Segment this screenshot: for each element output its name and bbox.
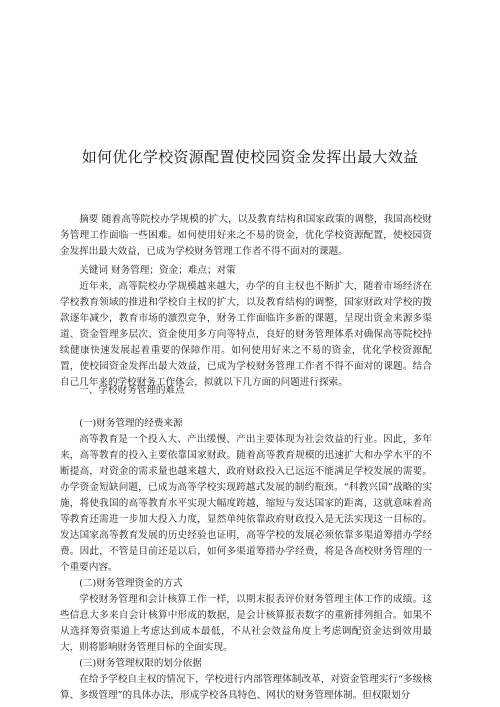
subsection-heading-1: (一)财务管理的经费来源 (79, 418, 183, 429)
keywords-line: 关键词 财务管理；资金；难点；对策 (79, 265, 236, 276)
subsection-heading-2: (二)财务管理资金的方式 (79, 578, 183, 589)
section-body (60, 416, 432, 704)
section-heading: 一、学校财务管理的难点 (79, 385, 185, 396)
subsection-text-3: 在给予学校自主权的情况下，学校进行内部管理体制改革，对资金管理实行“多级核算、多级管理”的具体办法，形成学校各具特色、网状的财务管理体制。但权限划分 (60, 674, 432, 701)
document-title: 如何优化学校资源配置使校园资金发挥出最大效益 (81, 148, 419, 166)
subsection-heading-3: (三)财务管理权限的划分依据 (79, 658, 202, 669)
subsection-text-1: 高等教育是一个投入大、产出缓慢、产出主要体现为社会效益的行业。因此，多年来，高等教育的投入主要依靠国家财政。随着高等教育规模的迅速扩大和办学水平的不断提高，对资金的需求量也越来越大，政府财政投入已远远不能满足学校发展的需要。办学资金短缺问题，已成为高等学校实现跨越式发展的制约瓶颈。“科教兴国”战略的实施，将使我国的高等教育水平实现大幅度跨越，缩短与发达国家的距离，这就意味着高等教育还需进一步加大投入力度，显然单纯依靠政府财政投入是无法实现这一目标的。发达国家高等教育发展的历史经验也证明，高等学校的发展必须依靠多渠道筹措办学经费。因此，不管是目前还是以后，如何多渠道筹措办学经费，将是各高校财务管理的一个重要内容。 (60, 434, 432, 573)
intro-paragraph: 近年来，高等院校办学规模越来越大，办学的自主权也不断扩大，随着市场经济在学校教育领域的推进和学校自主权的扩大，以及教育结构的调整，国家财政对学校的拨款逐年减少，教育市场的激烈竞争，财务工作面临许多新的课题，呈现出资金来源多渠道、资金管理多层次、资金使用多方向等特点，良好的财务管理体系对确保高等院校持续健康快速发展起着重要的保障作用。如何使用好来之不易的资金，优化学校资源配置，使校园资金发挥出最大效益，已成为学校财务管理工作者不得不面对的课题。结合自己几年来的学校财务工作体会，拟就以下几方面的问题进行探索。 (60, 281, 432, 388)
abstract-paragraph: 摘要 随着高等院校办学规模的扩大，以及教育结构和国家政策的调整，我国高校财务管理工作面临一些困难。如何使用好来之不易的资金，优化学校资源配置，使校园资金发挥出最大效益，已成为学校财务管理工作者不得不面对的课题。 (60, 214, 432, 257)
subsection-text-2: 学校财务管理和会计核算工作一样，以期末报表评价财务管理主体工作的成绩。这些信息大多来自会计核算中形成的数据，是会计核算报表数字的重新排列组合。如果不从选择筹资渠道上考虑达到成本最低，不从社会效益角度上考虑调配资金达到效用最大，则将影响财务管理目标的全面实现。 (60, 594, 432, 653)
